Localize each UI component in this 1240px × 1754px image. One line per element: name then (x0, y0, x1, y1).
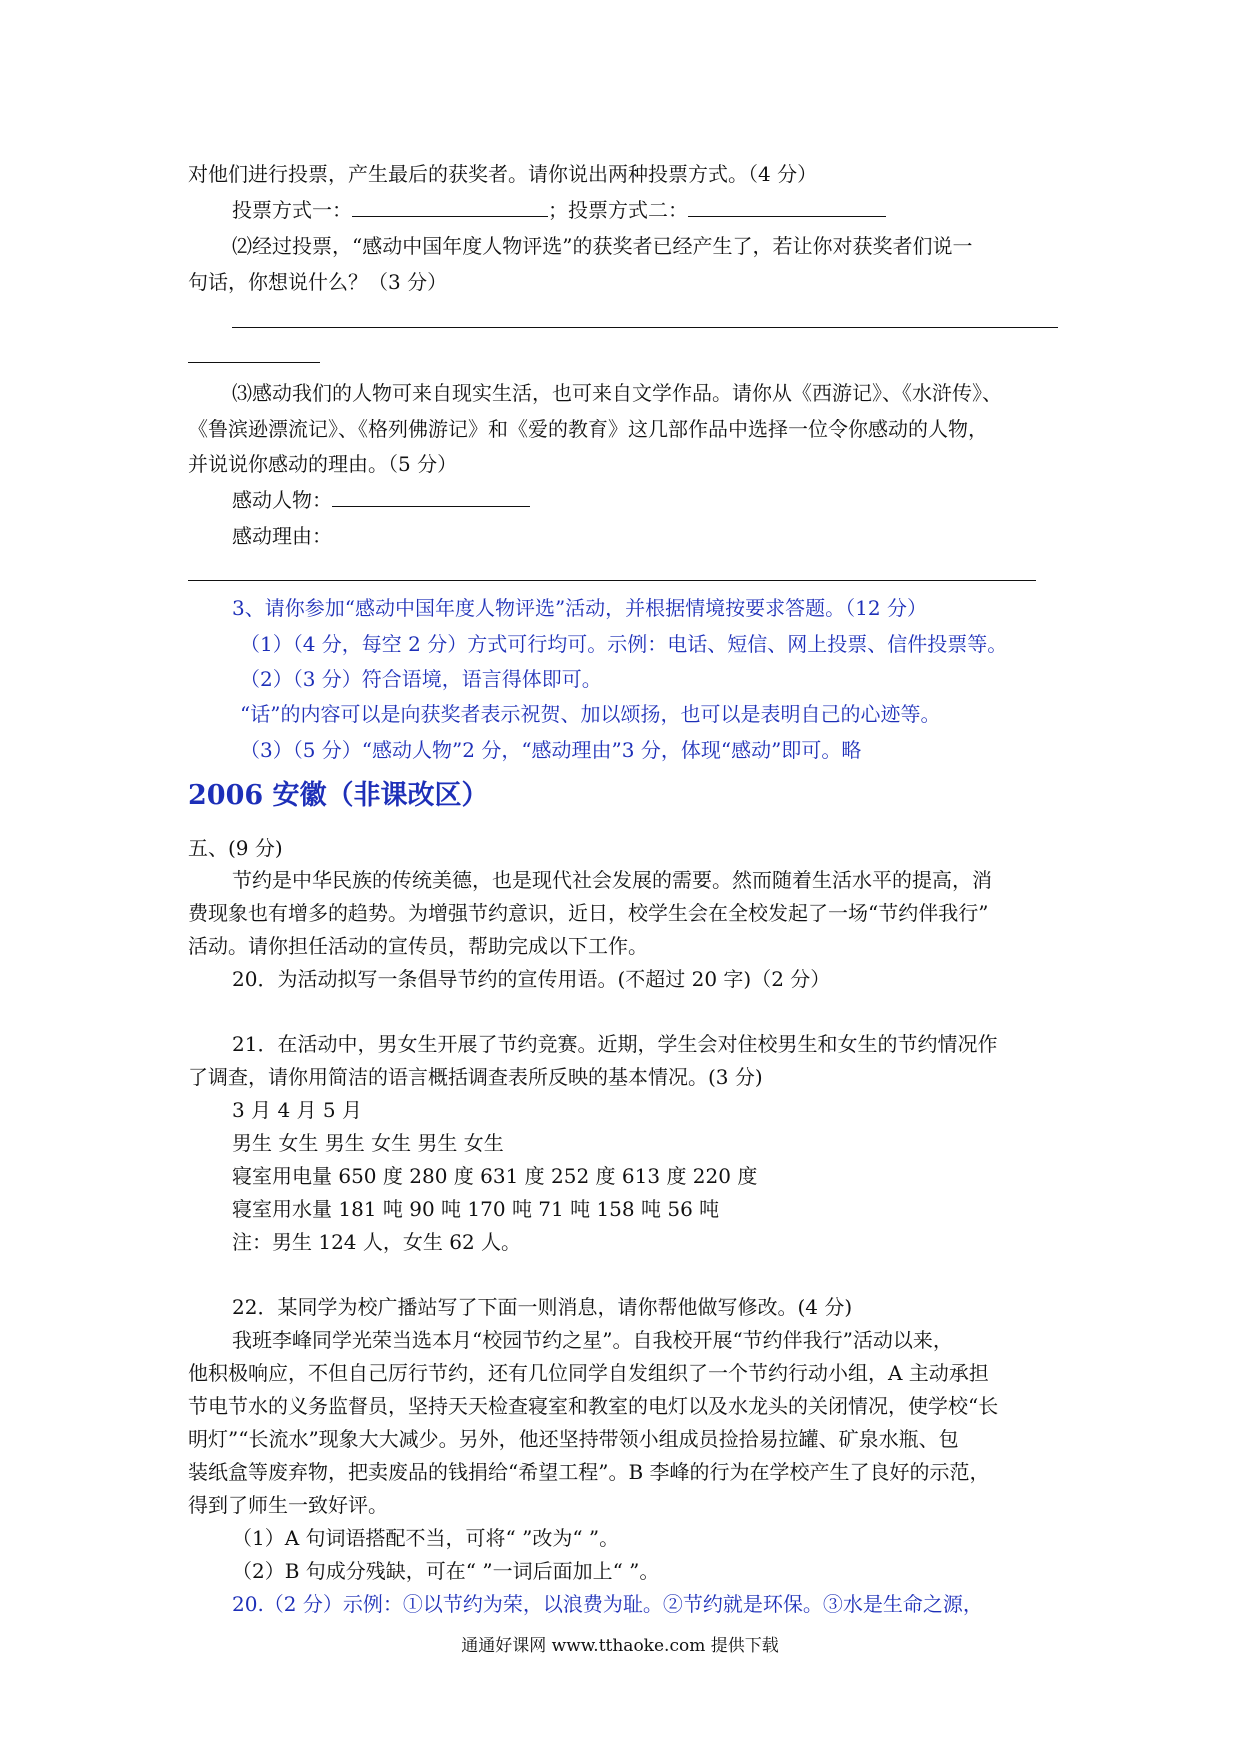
vote-blank-2[interactable] (688, 196, 886, 217)
vote-label-1: 投票方式一： (232, 198, 352, 222)
answer-q3-1: （1）（4 分，每空 2 分）方式可行均可。示例：电话、短信、网上投票、信件投票等。 (240, 632, 1008, 656)
answer-line-sub2-cont[interactable] (188, 362, 320, 363)
table-months: 3 月 4 月 5 月 (232, 1098, 362, 1122)
q3-intro-line: 对他们进行投票，产生最后的获奖者。请你说出两种投票方式。（4 分） (188, 162, 818, 186)
question-21-line-2: 了调查，请你用简洁的语言概括调查表所反映的基本情况。(3 分) (188, 1065, 763, 1089)
sub3-line-1: ⑶感动我们的人物可来自现实生活，也可来自文学作品。请你从《西游记》、《水浒传》、 (232, 381, 1002, 405)
question-22-b: （2）B 句成分残缺，可在“ ”一词后面加上“ ”。 (232, 1559, 660, 1583)
news-line-2: 他积极响应，不但自己厉行节约，还有几位同学自发组织了一个节约行动小组，A 主动承担 (188, 1361, 989, 1385)
answer-q3-2: （2）（3 分）符合语境，语言得体即可。 (240, 667, 602, 691)
table-genders: 男生 女生 男生 女生 男生 女生 (232, 1131, 504, 1155)
answer-q3-2-note: “话”的内容可以是向获奖者表示祝贺、加以颂扬，也可以是表明自己的心迹等。 (240, 702, 941, 726)
news-line-1: 我班李峰同学光荣当选本月“校园节约之星”。自我校开展“节约伴我行”活动以来， (232, 1328, 953, 1352)
vote-methods-line (232, 196, 886, 224)
question-20: 20．为活动拟写一条倡导节约的宣传用语。(不超过 20 字)（2 分） (232, 967, 831, 991)
person-line (232, 486, 530, 514)
question-21-line-1: 21．在活动中，男女生开展了节约竞赛。近期，学生会对住校男生和女生的节约情况作 (232, 1032, 998, 1056)
vote-label-2: ；投票方式二： (548, 198, 688, 222)
person-blank[interactable] (332, 486, 530, 507)
section-heading: 2006 安徽（非课改区） (188, 780, 489, 811)
part5-intro-3: 活动。请你担任活动的宣传员，帮助完成以下工作。 (188, 934, 648, 958)
reason-answer-line[interactable] (188, 580, 1036, 581)
sub3-line-2: 《鲁滨逊漂流记》、《格列佛游记》和《爱的教育》这几部作品中选择一位令你感动的人物， (188, 417, 988, 441)
news-line-3: 节电节水的义务监督员，坚持天天检查寝室和教室的电灯以及水龙头的关闭情况，使学校“长 (188, 1394, 999, 1418)
news-line-4: 明灯”“长流水”现象大大减少。另外，他还坚持带领小组成员捡拾易拉罐、矿泉水瓶、包 (188, 1427, 959, 1451)
page-footer: 通通好课网 www.tthaoke.com 提供下载 (461, 1636, 779, 1656)
answer-line-sub2[interactable] (232, 327, 1058, 328)
question-22: 22．某同学为校广播站写了下面一则消息，请你帮他做写修改。(4 分) (232, 1295, 853, 1319)
answer-q3-3: （3）（5 分）“感动人物”2 分，“感动理由”3 分，体现“感动”即可。略 (240, 738, 862, 762)
table-note: 注：男生 124 人，女生 62 人。 (232, 1230, 522, 1254)
table-water: 寝室用水量 181 吨 90 吨 170 吨 71 吨 158 吨 56 吨 (232, 1197, 720, 1221)
answer-20: 20.（2 分）示例：①以节约为荣，以浪费为耻。②节约就是环保。③水是生命之源， (232, 1592, 983, 1616)
vote-blank-1[interactable] (352, 196, 548, 217)
part5-intro-2: 费现象也有增多的趋势。为增强节约意识，近日，校学生会在全校发起了一场“节约伴我行” (188, 901, 989, 925)
reason-label: 感动理由： (232, 524, 332, 548)
sub2-line-1: ⑵经过投票，“感动中国年度人物评选”的获奖者已经产生了，若让你对获奖者们说一 (232, 234, 973, 258)
part5-label: 五、(9 分) (188, 836, 283, 860)
news-line-5: 装纸盒等废弃物，把卖废品的钱捐给“希望工程”。B 李峰的行为在学校产生了良好的示范， (188, 1460, 990, 1484)
answer-q3-title: 3、请你参加“感动中国年度人物评选”活动，并根据情境按要求答题。（12 分） (232, 596, 927, 620)
sub3-line-3: 并说说你感动的理由。（5 分） (188, 452, 458, 476)
sub2-line-2: 句话，你想说什么？（3 分） (188, 270, 448, 294)
person-label: 感动人物： (232, 488, 332, 512)
news-line-6: 得到了师生一致好评。 (188, 1493, 388, 1517)
table-electricity: 寝室用电量 650 度 280 度 631 度 252 度 613 度 220 度 (232, 1164, 758, 1188)
question-22-a: （1）A 句词语搭配不当，可将“ ”改为“ ”。 (232, 1526, 620, 1550)
part5-intro-1: 节约是中华民族的传统美德，也是现代社会发展的需要。然而随着生活水平的提高，消 (232, 868, 992, 892)
